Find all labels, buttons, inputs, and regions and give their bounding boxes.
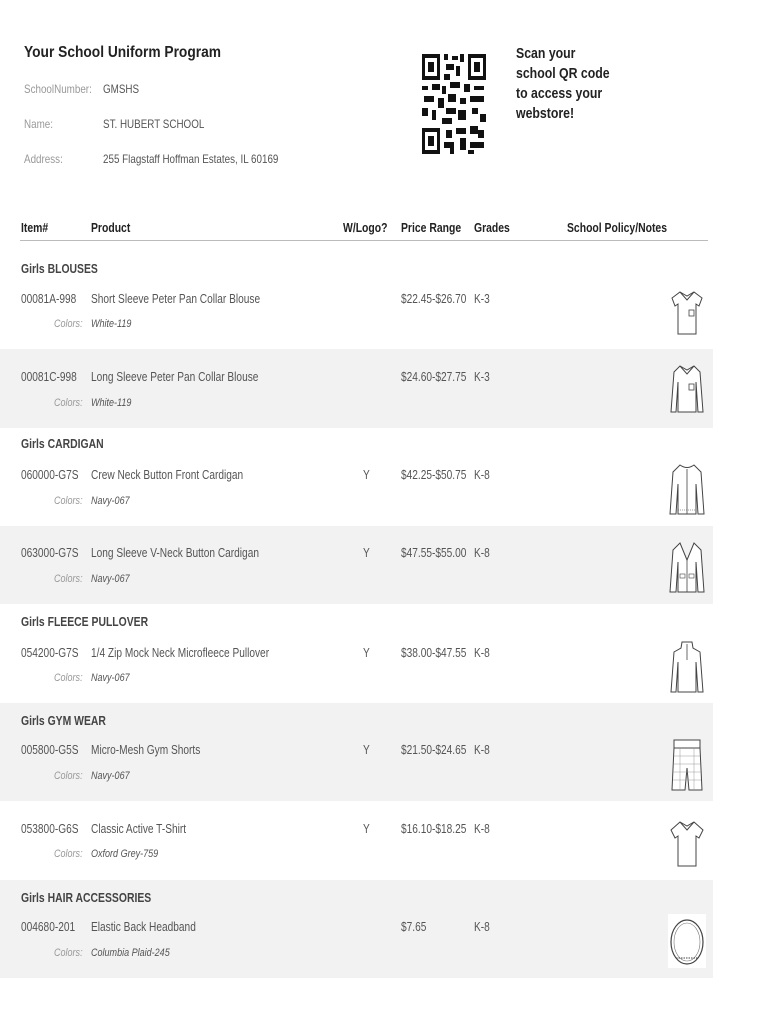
price-range: $7.65 [401, 919, 427, 934]
colors-label: Colors: [54, 848, 83, 860]
logo-flag: Y [363, 742, 370, 757]
colors-label: Colors: [54, 397, 83, 409]
grades: K-3 [474, 291, 490, 306]
school-number-value: GMSHS [103, 82, 140, 96]
product-name: Short Sleeve Peter Pan Collar Blouse [91, 291, 261, 306]
logo-flag: Y [363, 467, 370, 482]
price-range: $21.50-$24.65 [401, 742, 467, 757]
row-shading [0, 526, 713, 604]
column-header-grades: Grades [474, 220, 510, 235]
product-name: 1/4 Zip Mock Neck Microfleece Pullover [91, 645, 270, 660]
product-name: Crew Neck Button Front Cardigan [91, 467, 244, 482]
grades: K-8 [474, 742, 490, 757]
colors-value: Oxford Grey-759 [91, 848, 159, 860]
logo-flag: Y [363, 545, 370, 560]
grades: K-3 [474, 369, 490, 384]
grades: K-8 [474, 467, 490, 482]
colors-value: White-119 [91, 397, 132, 409]
colors-value: Navy-067 [91, 573, 130, 585]
colors-value: Columbia Plaid-245 [91, 947, 170, 959]
grades: K-8 [474, 545, 490, 560]
colors-label: Colors: [54, 495, 83, 507]
colors-value: Navy-067 [91, 770, 130, 782]
school-name-value: ST. HUBERT SCHOOL [103, 117, 205, 131]
scan-line: school QR code [516, 65, 610, 82]
column-header-logo: W/Logo? [343, 220, 388, 235]
colors-value: Navy-067 [91, 672, 130, 684]
product-name: Classic Active T-Shirt [91, 821, 187, 836]
category-heading: Girls HAIR ACCESSORIES [21, 890, 152, 905]
scan-line: Scan your [516, 45, 576, 62]
product-name: Micro-Mesh Gym Shorts [91, 742, 201, 757]
price-range: $24.60-$27.75 [401, 369, 467, 384]
address-label: Address: [24, 152, 63, 166]
headband-icon [668, 914, 706, 968]
fleece-pullover-icon [668, 640, 706, 694]
item-number: 00081C-998 [21, 369, 77, 384]
colors-value: Navy-067 [91, 495, 130, 507]
item-number: 054200-G7S [21, 645, 79, 660]
v-neck-cardigan-icon [668, 540, 706, 594]
grades: K-8 [474, 919, 490, 934]
item-number: 005800-G5S [21, 742, 79, 757]
item-number: 053800-G6S [21, 821, 79, 836]
column-header-notes: School Policy/Notes [567, 220, 667, 235]
product-name: Elastic Back Headband [91, 919, 196, 934]
colors-label: Colors: [54, 770, 83, 782]
colors-value: White-119 [91, 318, 132, 330]
category-heading: Girls GYM WEAR [21, 713, 106, 728]
colors-label: Colors: [54, 318, 83, 330]
item-number: 004680-201 [21, 919, 76, 934]
logo-flag: Y [363, 821, 370, 836]
product-name: Long Sleeve V-Neck Button Cardigan [91, 545, 259, 560]
category-heading: Girls BLOUSES [21, 261, 98, 276]
column-header-item: Item# [21, 220, 49, 235]
row-shading [0, 349, 713, 428]
product-name: Long Sleeve Peter Pan Collar Blouse [91, 369, 259, 384]
price-range: $22.45-$26.70 [401, 291, 467, 306]
item-number: 00081A-998 [21, 291, 77, 306]
school-number-label: SchoolNumber: [24, 82, 92, 96]
page-title: Your School Uniform Program [24, 44, 221, 61]
item-number: 060000-G7S [21, 467, 79, 482]
grades: K-8 [474, 645, 490, 660]
name-label: Name: [24, 117, 53, 131]
header-divider [20, 240, 708, 241]
qr-code-icon[interactable] [420, 52, 488, 156]
short-sleeve-blouse-icon [668, 286, 706, 340]
colors-label: Colors: [54, 947, 83, 959]
column-header-product: Product [91, 220, 131, 235]
address-value: 255 Flagstaff Hoffman Estates, IL 60169 [103, 152, 279, 166]
scan-instructions [516, 44, 636, 124]
colors-label: Colors: [54, 672, 83, 684]
gym-shorts-icon [668, 738, 706, 792]
category-heading: Girls FLEECE PULLOVER [21, 614, 149, 629]
column-header-price: Price Range [401, 220, 462, 235]
price-range: $16.10-$18.25 [401, 821, 467, 836]
long-sleeve-blouse-icon [668, 362, 706, 416]
colors-label: Colors: [54, 573, 83, 585]
t-shirt-icon [668, 816, 706, 870]
scan-line: to access your [516, 85, 603, 102]
category-heading: Girls CARDIGAN [21, 436, 104, 451]
grades: K-8 [474, 821, 490, 836]
item-number: 063000-G7S [21, 545, 79, 560]
price-range: $38.00-$47.55 [401, 645, 467, 660]
logo-flag: Y [363, 645, 370, 660]
crew-neck-cardigan-icon [668, 462, 706, 516]
price-range: $47.55-$55.00 [401, 545, 467, 560]
price-range: $42.25-$50.75 [401, 467, 467, 482]
scan-line: webstore! [516, 105, 575, 122]
